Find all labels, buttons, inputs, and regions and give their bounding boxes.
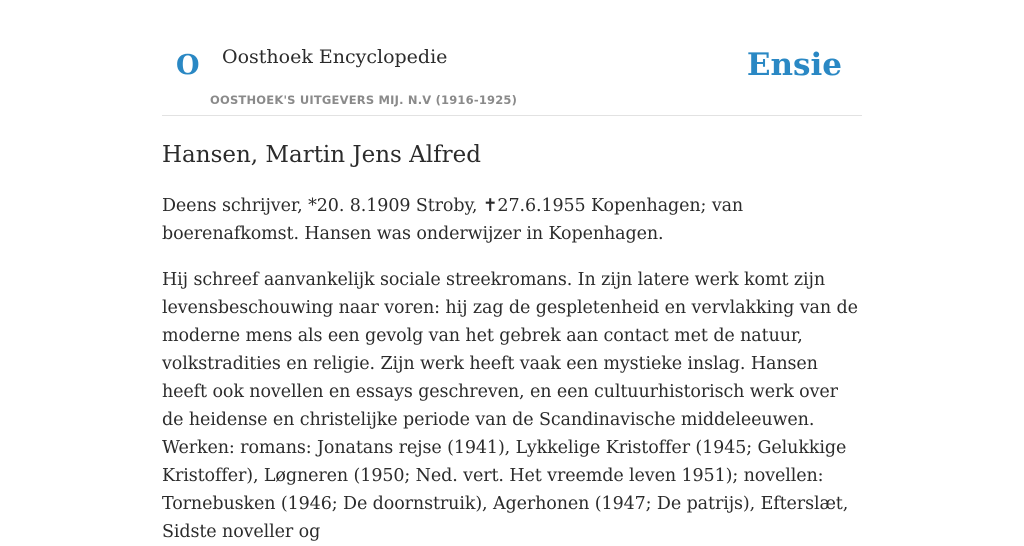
brand-logo[interactable]: Ensie: [746, 47, 842, 83]
page: [162, 0, 862, 546]
source-title[interactable]: Oosthoek Encyclopedie: [222, 46, 448, 68]
entry-paragraph: Deens schrijver, *20. 8.1909 Stroby, ✝27.6.1955 Kopenhagen; van boerenafkomst. Hansen was onderwijzer in Kopenhagen.: [162, 195, 744, 244]
source-publisher: OOSTHOEK'S UITGEVERS MIJ. N.V (1916-1925): [210, 93, 518, 107]
entry-paragraph: Hij schreef aanvankelijk sociale streekromans. In zijn latere werk komt zijn levensbeschouwing naar voren: hij zag de gespletenheid en vervlakking van de moderne mens als een gevolg van het gebrek aan contact met de natuur, volkstradities en religie. Zijn werk heeft vaak een mystieke inslag. Hansen heeft ook novellen en essays geschreven, en een cultuurhistorisch werk over de heidense en christelijke periode van de Scandinavische middeleeuwen. Werken: romans: Jonatans rejse (1941), Lykkelige Kristoffer (1945; Gelukkige Kristoffer), Løgneren (1950; Ned. vert. Het vreemde leven 1951); novellen: Tornebusken (1946; De doornstruik), Agerhonen (1947; De patrijs), Efterslæt, Sidste noveller og: [162, 269, 858, 542]
source-header: [162, 0, 862, 116]
source-logo[interactable]: O: [176, 50, 200, 81]
entry-title: Hansen, Martin Jens Alfred: [162, 142, 481, 168]
